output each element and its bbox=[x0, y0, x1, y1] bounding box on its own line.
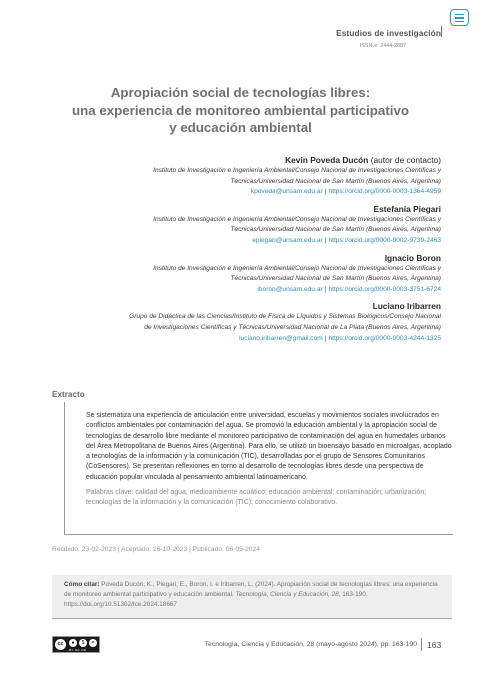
abstract-heading: Extracto bbox=[52, 390, 85, 399]
author-name: Ignacio Boron bbox=[384, 252, 441, 263]
author-note: (autor de contacto) bbox=[370, 155, 441, 165]
page-number: 163 bbox=[427, 640, 442, 650]
email-link[interactable]: epiegari@unsam.edu.ar bbox=[252, 236, 323, 244]
author-affiliation: Técnicas/Universidad Nacional de San Martín (Buenos Aires, Argentina) bbox=[230, 275, 441, 283]
keywords: Palabras clave: calidad del agua; medioambiente acuático; educación ambiental; contaminación; urbanización; tecnologías de la información y la comunicación (TIC); conocimiento colaborativo. bbox=[86, 489, 427, 507]
separator: | bbox=[324, 285, 327, 293]
citation-doi[interactable]: 163-190. https://doi.org/10.51302/tce.2024.18667 bbox=[64, 590, 368, 608]
citation-text bbox=[64, 580, 442, 609]
issn: ISSN-e: 2444-2887 bbox=[359, 43, 406, 49]
citation-body: Poveda Ducón, K., Piegari, E., Boron, I. e Iribarren, L. (2024). Apropiación social de tecnologías libres: una experiencia de monitoreo ambiental participativo y educación ambiental. bbox=[64, 581, 438, 598]
author-affiliation: Instituto de Investigación e Ingeniería Ambiental/Consejo Nacional de Investigaciones Científicas y bbox=[153, 264, 441, 272]
author-contact bbox=[52, 187, 441, 198]
author-block bbox=[52, 154, 441, 198]
orcid-link[interactable]: https://orcid.org/0000-0003-4244-1325 bbox=[328, 334, 441, 342]
noderivatives-icon: = bbox=[89, 639, 97, 647]
cc-license-badge[interactable] bbox=[52, 636, 100, 653]
author-block bbox=[52, 203, 441, 247]
footer-divider bbox=[421, 638, 422, 651]
author-affiliation: Técnicas/Universidad Nacional de San Martín (Buenos Aires, Argentina) bbox=[230, 177, 441, 185]
title-line: una experiencia de monitoreo ambiental participativo bbox=[72, 102, 409, 118]
menu-icon[interactable] bbox=[450, 9, 469, 26]
author-affiliation: Instituto de Investigación e Ingeniería Ambiental/Consejo Nacional de Investigaciones Científicas y bbox=[153, 167, 441, 174]
cc-logo-icon: cc bbox=[55, 639, 66, 650]
noncommercial-icon: $ bbox=[79, 639, 87, 647]
author-name: Estefanía Piegari bbox=[373, 203, 441, 214]
author-block bbox=[52, 252, 441, 296]
author-affiliation: Instituto de Investigación e Ingeniería Ambiental/Consejo Nacional de Investigaciones Científicas y bbox=[153, 215, 441, 223]
citation-journal: Tecnología, Ciencia y Educación, 28, bbox=[235, 590, 341, 598]
email-link[interactable]: luciano.iribarren@gmail.com bbox=[239, 334, 323, 342]
email-link[interactable]: iboron@unsam.edu.ar bbox=[257, 285, 323, 293]
email-link[interactable]: kpoveda@unsam.edu.ar bbox=[250, 188, 323, 196]
author-affiliation: Grupo de Didáctica de las Ciencias/Instituto de Física de Líquidos y Sistemas Biológicos/Consejo Nacional bbox=[129, 313, 441, 321]
title-line: Apropiación social de tecnologías libres: bbox=[110, 85, 371, 100]
author-contact bbox=[52, 334, 441, 345]
author-list bbox=[52, 154, 441, 349]
title-line: y educación ambiental bbox=[169, 120, 312, 135]
article-title bbox=[40, 84, 441, 137]
author-name: Luciano Iribarren bbox=[372, 301, 441, 312]
footer-journal: Tecnología, Ciencia y Educación, 28 (mayo-agosto 2024), pp. 163-190 bbox=[204, 641, 417, 648]
author-block bbox=[52, 300, 441, 344]
separator: | bbox=[324, 334, 327, 342]
publication-dates: Recibido: 23-02-2023 | Aceptado: 26-10-2023 | Publicado: 06-05-2024 bbox=[52, 546, 260, 553]
author-contact bbox=[52, 285, 441, 296]
separator: | bbox=[324, 188, 327, 196]
author-name: Kevin Poveda Ducón (autor de contacto) bbox=[285, 155, 441, 165]
citation-label: Cómo citar: bbox=[64, 581, 100, 588]
orcid-link[interactable]: https://orcid.org/0000-0002-9739-2463 bbox=[328, 236, 441, 244]
author-affiliation: de Investigaciones Científicas y Técnicas/Universidad Nacional de La Plata (Buenos Aires, Argentina) bbox=[144, 323, 441, 331]
author-contact bbox=[52, 236, 441, 247]
section-divider bbox=[441, 26, 442, 37]
section-label: Estudios de investigación bbox=[336, 28, 441, 38]
orcid-link[interactable]: https://orcid.org/0000-0003-1364-4959 bbox=[328, 188, 441, 196]
orcid-link[interactable]: https://orcid.org/0000-0003-3751-6724 bbox=[328, 285, 441, 293]
license-text: BY NC ND bbox=[69, 648, 87, 652]
separator: | bbox=[324, 236, 327, 244]
abstract-text: Se sistematiza una experiencia de articulación entre universidad, escuelas y movimientos sociales involucrados en conflictos ambientales por contaminación del agua. Se promovió la educación ambiental y la apropiación social de tecnologías de desarrollo libre mediante el monitoreo participativo de contaminación del agua en humedales urbanos del Área Metropolitana de Buenos Aires (Argentina). Para ello, se utilizó un bioensayo basado en microalgas, acoplado a tecnologías de la información y la comunicación (TIC), desarrolladas por el grupo de Sensores Comunitarios (CoSensores). Se presentan reflexiones en torno al desarrollo de tecnologías libres desde una perspectiva de educación popular vinculada al pensamiento ambiental latinoamericano. bbox=[86, 412, 452, 481]
author-affiliation: Técnicas/Universidad Nacional de San Martín (Buenos Aires, Argentina) bbox=[230, 226, 441, 234]
attribution-icon: ● bbox=[69, 639, 77, 647]
